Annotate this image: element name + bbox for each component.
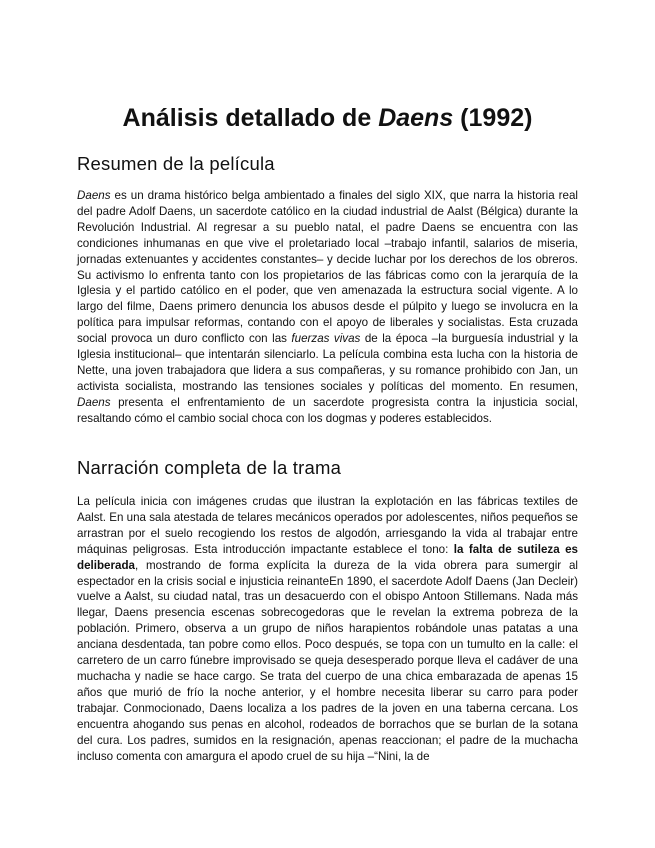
title-year: (1992) xyxy=(453,104,533,132)
fuerzas-vivas-italic: fuerzas vivas xyxy=(291,332,361,346)
title-film-name: Daens xyxy=(378,104,454,132)
summary-text-2: de la época –la burguesía industrial y la Iglesia institucional– que intentarán silenciarlo. La película combina esta lucha con la historia de Nette, una joven trabajadora que lidera a sus compañeras, y su romance prohibido con Jan, un activista socialista, mostrando las tensiones sociales y políticas del momento. En resumen, xyxy=(77,332,578,393)
plot-heading: Narración completa de la trama xyxy=(77,457,342,478)
summary-heading: Resumen de la película xyxy=(77,153,275,174)
film-name-italic: Daens xyxy=(77,189,111,202)
summary-text-1: es un drama histórico belga ambientado a finales del siglo XIX, que narra la historia real del padre Adolf Daens, un sacerdote católico en la ciudad industrial de Aalst (Bélgica) durante la Revolución Industrial. Al regresar a su pueblo natal, el padre Daens se encuentra con las condiciones inhumanas en que vive el proletariado local –trabajo infantil, salarios de miseria, jornadas extenuantes y accidentes constantes– y decide luchar por los derechos de los obreros. Su activismo lo enfrenta tanto con los propietarios de las fábricas como con la jerarquía de la Iglesia y el partido católico en el poder, que ven amenazada la estructura social vigente. A lo largo del filme, Daens primero denuncia los abusos desde el púlpito y luego se involucra en la política para impulsar reformas, contando con el apoyo de liberales y socialistas. Esta cruzada social provoca un duro conflicto con las xyxy=(77,189,578,346)
plot-bold-phrase: la falta de sutileza es deliberada xyxy=(77,542,578,572)
plot-text-2: , mostrando de forma explícita la dureza de la vida obrera para sumergir al espectador en la crisis social e injusticia reinanteEn 1890, el sacerdote Adolf Daens (Jan Decleir) vuelve a Aalst, su ciudad natal, tras un desacuerdo con el obispo Antoon Stillemans. Nada más llegar, Daens presencia escenas sobrecogedoras que le revelan la extrema pobreza de la población. Primero, observa a un grupo de niños harapientos robándole unas patatas a una anciana desdentada, tan pobre como ellos. Poco después, se topa con un tumulto en la calle: el carretero de un carro fúnebre improvisado se queja desesperado porque lleva el cadáver de una muchacha y nadie se hace cargo. Se trata del cuerpo de una chica embarazada de apenas 15 años que murió de frío la noche anterior, y el hombre necesita liberar su carro para poder trabajar. Conmocionado, Daens localiza a los padres de la joven en una taberna cercana. Los encuentra ahogando sus penas en alcohol, rodeados de borrachos que se burlan de la sotana del cura. Los padres, sumidos en la resignación, apenas reaccionan; el padre de la muchacha incluso comenta con amargura el apodo cruel de su hija –“Nini, la de xyxy=(77,558,578,763)
plot-text-1: La película inicia con imágenes crudas que ilustran la explotación en las fábricas textiles de Aalst. En una sala atestada de telares mecánicos operados por adolescentes, niños pequeños se arrastran por el suelo recogiendo los restos de algodón, arriesgando la vida al trabajar entre máquinas peligrosas. Esta introducción impactante establece el tono: xyxy=(77,495,578,556)
document-title xyxy=(0,100,655,136)
title-prefix: Análisis detallado de xyxy=(122,104,379,132)
film-name-italic: Daens xyxy=(77,395,111,409)
summary-text-3: presenta el enfrentamiento de un sacerdote progresista contra la injusticia social, resaltando cómo el cambio social choca con los dogmas y poderes establecidos. xyxy=(77,395,578,425)
plot-paragraph xyxy=(77,494,578,764)
summary-paragraph xyxy=(77,188,578,427)
